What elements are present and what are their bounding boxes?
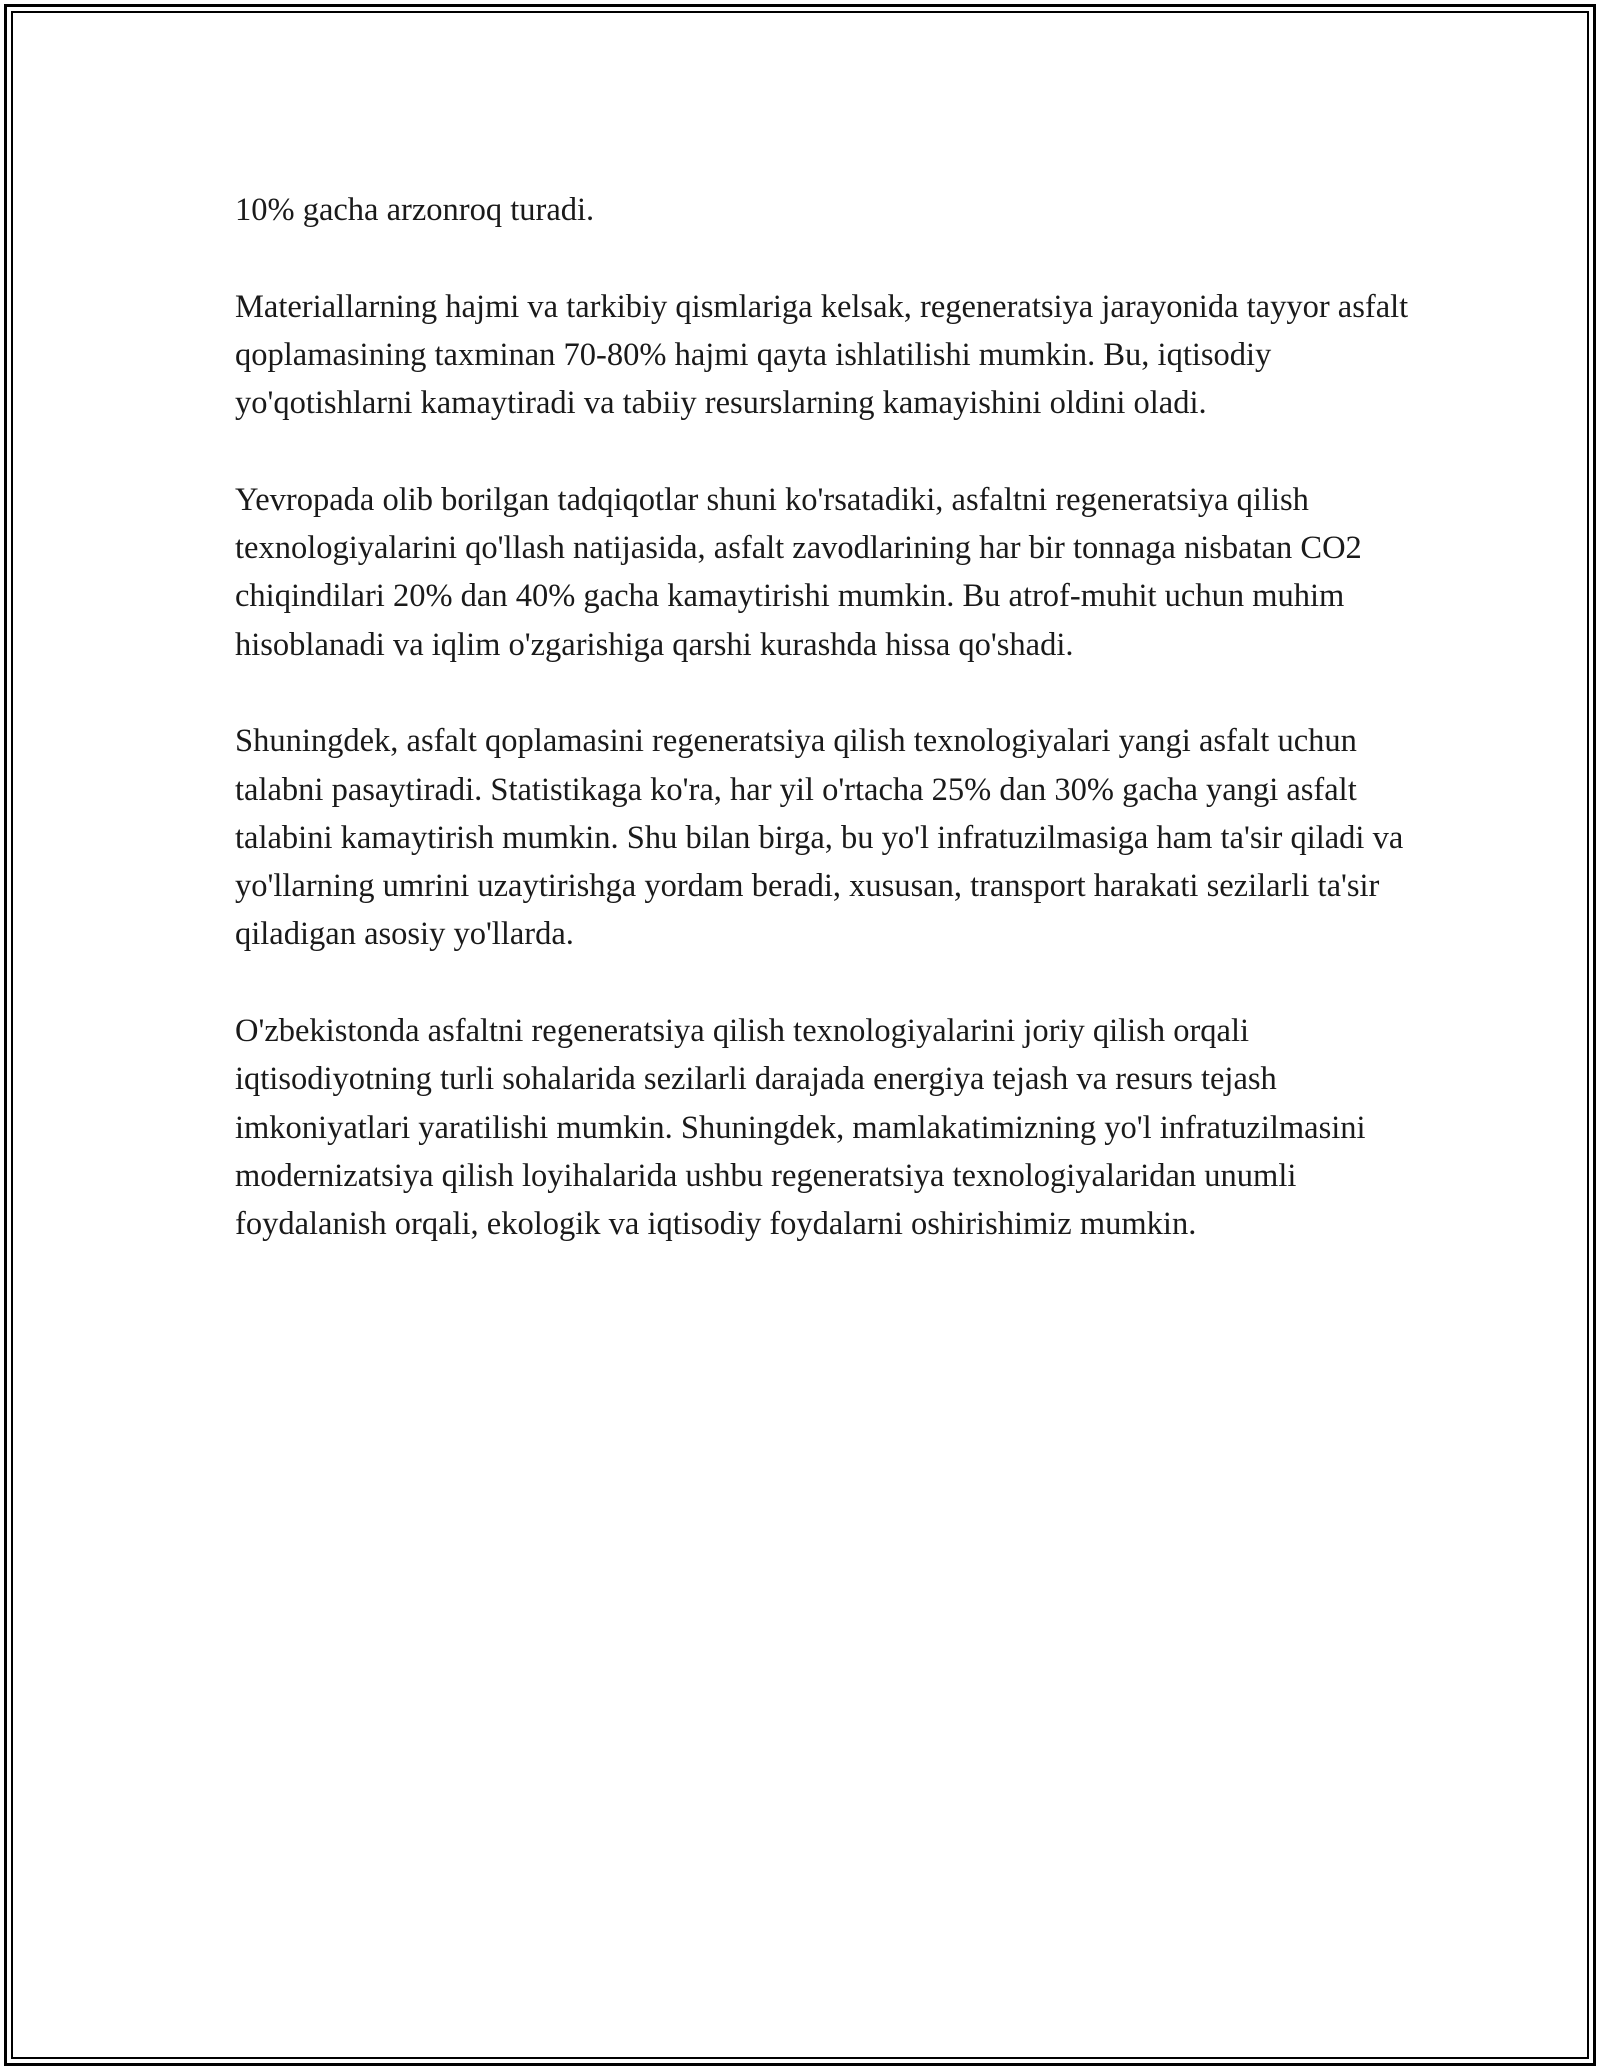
paragraph-2: Materiallarning hajmi va tarkibiy qismlariga kelsak, regeneratsiya jarayonida tayyor asfalt qoplamasining taxminan 70-80% hajmi qayta ishlatilishi mumkin. Bu, iqtisodiy yo'qotishlarni kamaytiradi va tabiiy resurslarning kamayishini oldini oladi. — [235, 288, 1409, 422]
paragraph-5: O'zbekistonda asfaltni regeneratsiya qilish texnologiyalarini joriy qilish orqali iqtisodiyotning turli sohalarida sezilarli darajada energiya tejash va resurs tejash imkoniyatlari yaratilishi mumkin. Shuningdek, mamlakatimizning yo'l infratuzilmasini modernizatsiya qilish loyihalarida ushbu regeneratsiya texnologiyalaridan unumli foydalanish orqali, ekologik va iqtisodiy foydalarni oshirishimiz mumkin. — [235, 1013, 1366, 1243]
document-body — [235, 186, 1415, 1297]
paragraph-1: 10% gacha arzonroq turadi. — [235, 192, 595, 228]
paragraph-3: Yevropada olib borilgan tadqiqotlar shuni ko'rsatadiki, asfaltni regeneratsiya qilish texnologiyalarini qo'llash natijasida, asfalt zavodlarining har bir tonnaga nisbatan CO2 chiqindilari 20% dan 40% gacha kamaytirishi mumkin. Bu atrof-muhit uchun muhim hisoblanadi va iqlim o'zgarishiga qarshi kurashda hissa qo'shadi. — [235, 481, 1362, 663]
paragraph-4: Shuningdek, asfalt qoplamasini regeneratsiya qilish texnologiyalari yangi asfalt uchun talabni pasaytiradi. Statistikaga ko'ra, har yil o'rtacha 25% dan 30% gacha yangi asfalt talabini kamaytirish mumkin. Shu bilan birga, bu yo'l infratuzilmasiga ham ta'sir qiladi va yo'llarning umrini uzaytirishga yordam beradi, xususan, transport harakati sezilarli ta'sir qiladigan asosiy yo'llarda. — [235, 723, 1404, 953]
